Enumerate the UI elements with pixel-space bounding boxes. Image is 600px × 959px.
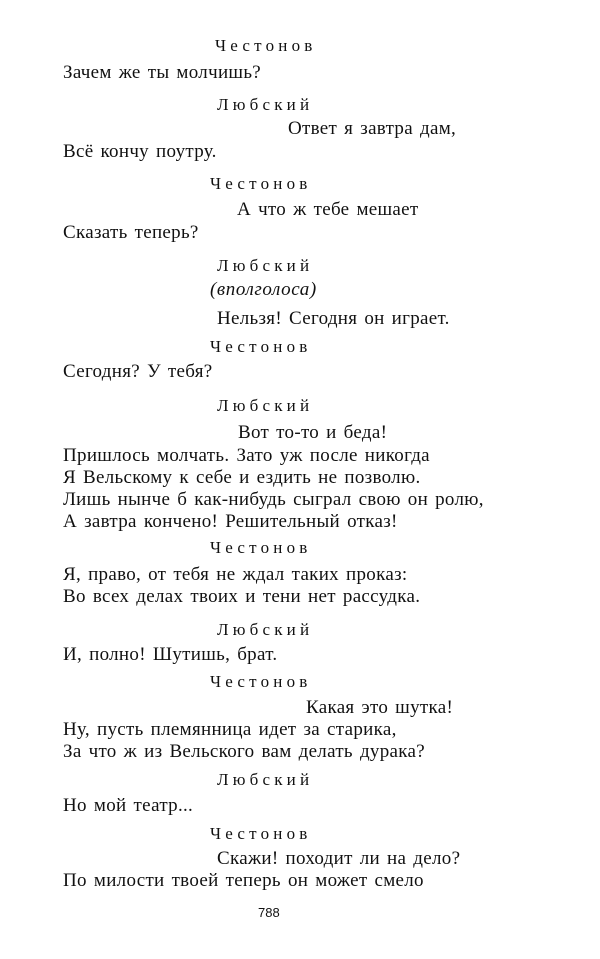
dialogue-line: Какая это шутка! (306, 697, 454, 718)
speaker-name: Любский (217, 396, 314, 415)
speaker-name: Любский (217, 256, 314, 275)
speaker-name: Любский (217, 95, 314, 114)
dialogue-line: Скажи! походит ли на дело? (217, 848, 461, 869)
page-number: 788 (258, 905, 280, 920)
dialogue-line: А что ж тебе мешает (237, 199, 419, 220)
dialogue-line: Во всех делах твоих и тени нет рассудка. (63, 586, 421, 607)
stage-direction: (вполголоса) (210, 279, 317, 300)
speaker-name: Честонов (210, 672, 312, 691)
dialogue-line: По милости твоей теперь он может смело (63, 870, 424, 891)
dialogue-line: Сегодня? У тебя? (63, 361, 213, 382)
speaker-name: Честонов (210, 824, 312, 843)
dialogue-line: Сказать теперь? (63, 222, 199, 243)
speaker-name: Честонов (215, 36, 317, 55)
dialogue-line: Нельзя! Сегодня он играет. (217, 308, 450, 329)
speaker-name: Честонов (210, 337, 312, 356)
dialogue-line: Ну, пусть племянница идет за старика, (63, 719, 397, 740)
dialogue-line: Я Вельскому к себе и ездить не позволю. (63, 467, 421, 488)
dialogue-line: Но мой театр... (63, 795, 194, 816)
speaker-name: Любский (217, 620, 314, 639)
speaker-name: Честонов (210, 174, 312, 193)
dialogue-line: Зачем же ты молчишь? (63, 62, 262, 83)
dialogue-line: Вот то-то и беда! (238, 422, 388, 443)
speaker-name: Любский (217, 770, 314, 789)
dialogue-line: Ответ я завтра дам, (288, 118, 457, 139)
dialogue-line: Пришлось молчать. Зато уж после никогда (63, 445, 430, 466)
dialogue-line: За что ж из Вельского вам делать дурака? (63, 741, 425, 762)
dialogue-line: И, полно! Шутишь, брат. (63, 644, 278, 665)
dialogue-line: Я, право, от тебя не ждал таких проказ: (63, 564, 408, 585)
dialogue-line: А завтра кончено! Решительный отказ! (63, 511, 398, 532)
speaker-name: Честонов (210, 538, 312, 557)
dialogue-line: Всё кончу поутру. (63, 141, 217, 162)
dialogue-line: Лишь нынче б как-нибудь сыграл свою он ролю, (63, 489, 484, 510)
